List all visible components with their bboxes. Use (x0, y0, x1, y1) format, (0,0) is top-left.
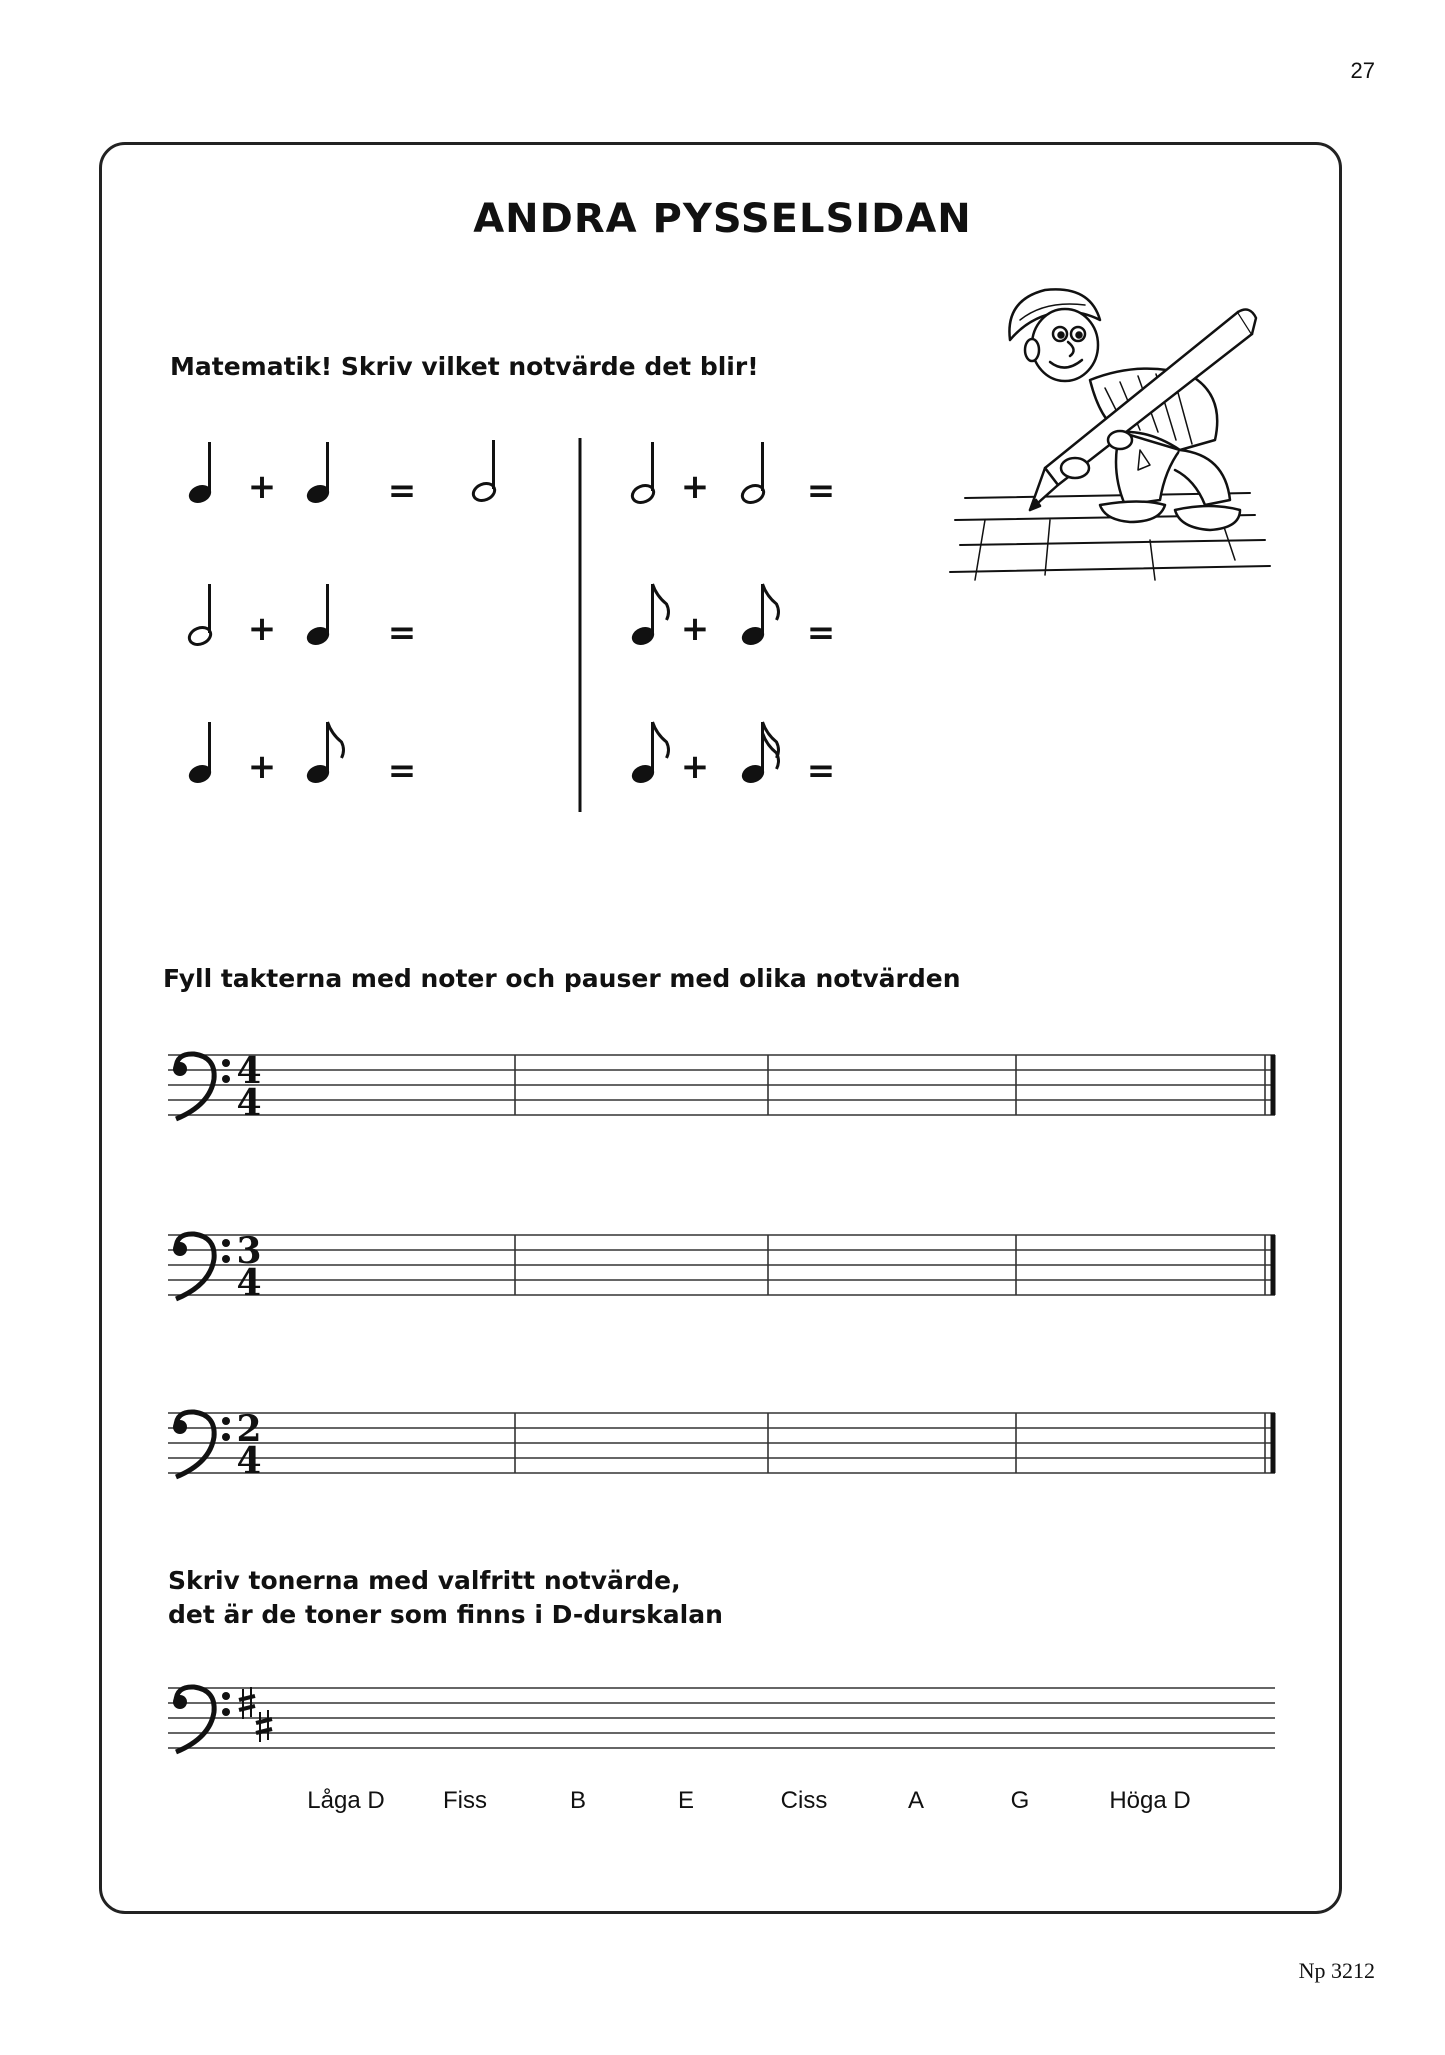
staff (168, 1230, 1275, 1304)
scale-note-label: A (907, 1787, 925, 1814)
time-signature-bottom: 4 (236, 1262, 262, 1304)
scale-note-label: Låga D (307, 1787, 385, 1814)
bass-clef-icon (173, 1234, 230, 1299)
staff (168, 1687, 1275, 1752)
staff (168, 1408, 1275, 1482)
plus-sign: + (247, 467, 277, 507)
half-note-icon (187, 584, 213, 648)
half-note-icon (630, 442, 656, 506)
time-signature-top: 2 (236, 1408, 262, 1450)
time-signature-top: 4 (236, 1050, 262, 1092)
scale-heading-line2: det är de toner som finns i D-durskalan (168, 1600, 723, 1629)
plus-sign: + (680, 609, 710, 649)
equals-sign: = (806, 613, 836, 653)
sharp-icon (256, 1710, 272, 1742)
bass-clef-icon (173, 1054, 230, 1119)
bass-clef-icon (173, 1687, 230, 1752)
equals-sign: = (806, 471, 836, 511)
scale-heading-line1: Skriv tonerna med valfritt notvärde, (168, 1566, 681, 1595)
eighth-note-icon (305, 722, 344, 786)
equals-sign: = (387, 751, 417, 791)
equals-sign: = (387, 471, 417, 511)
equals-sign: = (806, 751, 836, 791)
fill-measures-heading: Fyll takterna med noter och pauser med olika notvärden (163, 964, 961, 993)
half-note-icon (740, 442, 766, 506)
eighth-note-icon (630, 584, 669, 648)
scale-note-label: Fiss (443, 1787, 487, 1814)
quarter-note-icon (305, 442, 331, 506)
plus-sign: + (680, 747, 710, 787)
plus-sign: + (247, 609, 277, 649)
sixteenth-note-icon (740, 722, 779, 786)
scale-note-label: E (677, 1787, 695, 1814)
eighth-note-icon (740, 584, 779, 648)
half-note-icon (471, 440, 497, 504)
plus-sign: + (680, 467, 710, 507)
time-signature-bottom: 4 (236, 1082, 262, 1124)
math-heading: Matematik! Skriv vilket notvärde det blir! (170, 352, 759, 381)
scale-note-label: Höga D (1109, 1787, 1191, 1814)
time-signature-bottom: 4 (236, 1440, 262, 1482)
equals-sign: = (387, 613, 417, 653)
scale-note-label: G (1010, 1787, 1030, 1814)
plus-sign: + (247, 747, 277, 787)
page-title: ANDRA PYSSELSIDAN (473, 196, 972, 242)
quarter-note-icon (187, 722, 213, 786)
quarter-note-icon (187, 442, 213, 506)
time-signature-top: 3 (236, 1230, 262, 1272)
staff (168, 1050, 1275, 1124)
scale-note-label: Ciss (780, 1787, 828, 1814)
quarter-note-icon (305, 584, 331, 648)
bass-clef-icon (173, 1412, 230, 1477)
footer-code: Np 3212 (1298, 1958, 1375, 1983)
eighth-note-icon (630, 722, 669, 786)
boy-with-pencil-illustration (950, 289, 1270, 580)
page-number: 27 (1350, 58, 1375, 83)
scale-note-label: B (569, 1787, 587, 1814)
